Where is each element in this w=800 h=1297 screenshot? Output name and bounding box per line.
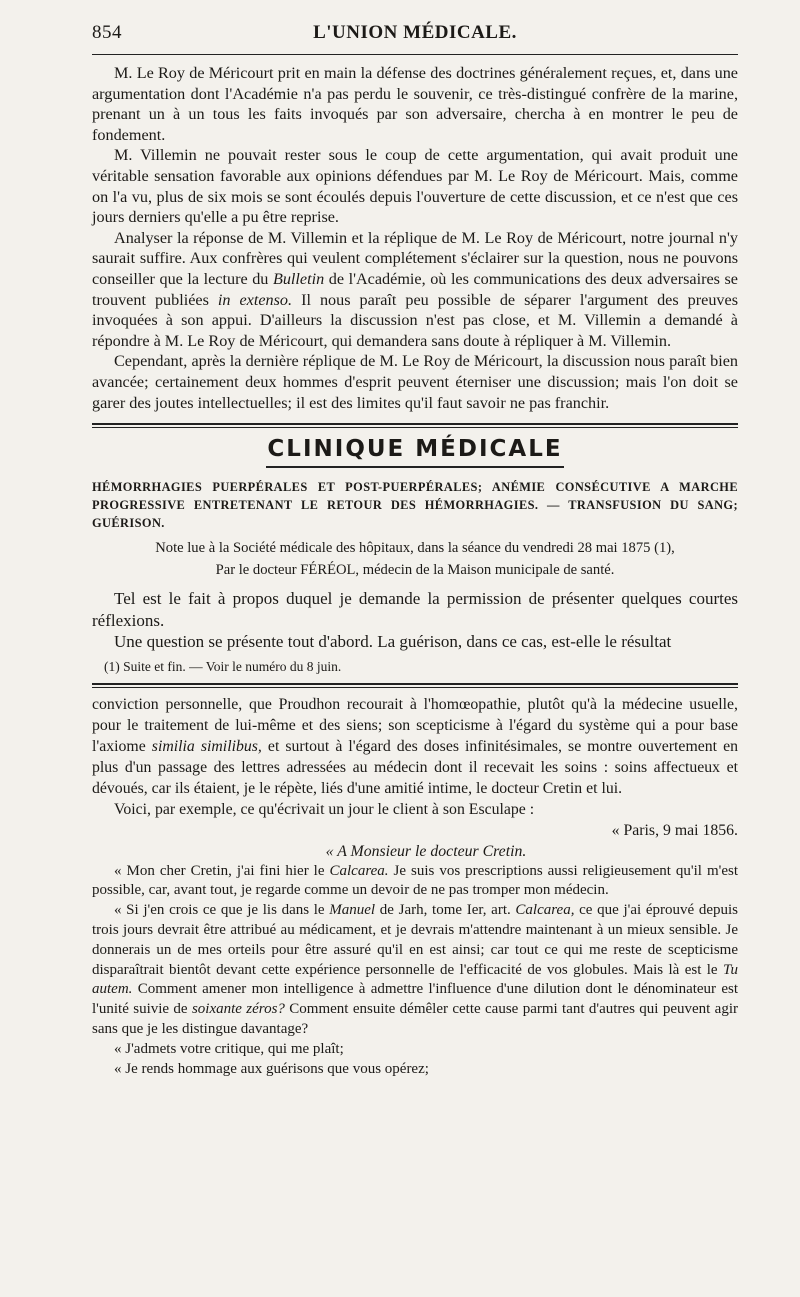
article-intro [92, 588, 738, 653]
presentation-note: Note lue à la Société médicale des hôpitaux, dans la séance du vendredi 28 mai 1875 (1), [155, 540, 675, 557]
letter-salutation: « A Monsieur le docteur Cretin. [325, 842, 527, 860]
paragraph: M. Villemin ne pouvait rester sous le coup de cette argumentation, qui avait produit une véritable sensation favorable aux opinions défendues par M. Le Roy de Méricourt. Mais, comme on l'a vu, plus de six mois se sont écoulés depuis l'ouverture de cette discussion, et ce n'est que ces jours derniers qu'elle a pu être reprise. [92, 146, 738, 227]
page-header [92, 22, 738, 50]
article-heading: HÉMORRHAGIES PUERPÉRALES ET POST-PUERPÉRALES; ANÉMIE CONSÉCUTIVE A MARCHE PROGRESSIVE ENTRETENANT LE RETOUR DES HÉMORRHAGIES. — TRANSFUSION DU SANG; GUÉRISON. [92, 480, 738, 531]
paragraph: conviction personnelle, que Proudhon recourait à l'homœopathie, plutôt qu'à la médecine usuelle, pour le traitement de lui-même et des siens; son scepticisme à l'égard du système qui a pour base l'axiome similia similibus, et surtout à l'égard des doses infinitésimales, se montre ouvertement en plus d'un passage des lettres adressées au médecin dont il recevait les soins : soins affectueux et dévoués, car ils étaient, je le répète, liés d'une amitié intime, le docteur Cretin et lui. [92, 695, 738, 797]
paragraph: M. Le Roy de Méricourt prit en main la défense des doctrines généralement reçues, et, dans une argumentation dont l'Académie n'a pas perdu le souvenir, ce très-distingué confrère de la marine, prenant un à un tous les faits invoqués par son adversaire, chercha à en montrer le peu de fondement. [92, 64, 738, 144]
paragraph: Voici, par exemple, ce qu'écrivait un jour le client à son Esculape : [114, 800, 535, 818]
page-number: 854 [92, 22, 122, 43]
editorial-section [92, 63, 738, 413]
title-rule [266, 466, 563, 468]
paragraph: Une question se présente tout d'abord. La guérison, dans ce cas, est-elle le résultat [114, 632, 672, 652]
paragraph: Cependant, après la dernière réplique de M. Le Roy de Méricourt, la discussion nous paraît bien avancée; certainement deux hommes d'esprit peuvent éterniser une discussion; mais l'on doit se garer des joutes intellectuelles; il est des limites qu'il faut savoir ne pas franchir. [92, 352, 738, 412]
feuilleton-divider [92, 683, 738, 688]
paragraph: Analyser la réponse de M. Villemin et la réplique de M. Le Roy de Méricourt, notre journal n'y saurait suffire. Aux confrères qui veulent complétement s'éclairer sur la question, nous ne pouvons conseiller que la lecture du Bulletin de l'Académie, où les communications des deux adversaires se trouvent publiées in extenso. Il nous paraît peu possible de séparer l'argument des preuves invoquées à son appui. D'ailleurs la discussion n'est pas close, et M. Villemin a demandé à répondre à M. Le Roy de Méricourt, qui demandera sans doute à répliquer à M. Villemin. [92, 228, 738, 350]
section-title: CLINIQUE MÉDICALE [267, 436, 563, 463]
letter-body [92, 862, 738, 1080]
paragraph: « Si j'en crois ce que je lis dans le Manuel de Jarh, tome Ier, art. Calcarea, ce que j'ai éprouvé depuis trois jours devrait être attribué au médicament, et je devrais m'attendre maintenant à un mieux sensible. Je donnerais un de mes orteils pour être assuré qu'il en est ainsi; car tout ce qui me reste de scepticisme disparaîtrait bientôt devant cette expérience personnelle de l'efficacité de vos globules. Mais là est le Tu autem. Comment amener mon intelligence à admettre l'influence d'une dilution dont le dénominateur est l'unité suivie de soixante zéros? Comment ensuite démêler cette cause parmi tant d'autres qui peuvent agir sans que je les distingue davantage? [92, 902, 738, 1037]
feuilleton-section [92, 694, 738, 862]
paragraph: Tel est le fait à propos duquel je demande la permission de présenter quelques courtes réflexions. [92, 589, 738, 630]
paragraph: « Mon cher Cretin, j'ai fini hier le Calcarea. Je suis vos prescriptions aussi religieusement qu'il m'est possible, car, avant tout, je regarde comme un devoir de ne pas tromper mon médecin. [92, 862, 738, 899]
section-divider [92, 423, 738, 428]
paragraph: « Je rends hommage aux guérisons que vous opérez; [114, 1060, 429, 1077]
footnote: (1) Suite et fin. — Voir le numéro du 8 juin. [104, 658, 342, 674]
header-rule [92, 54, 738, 55]
author-line: Par le docteur FÉRÉOL, médecin de la Maison municipale de santé. [215, 562, 615, 579]
letter-date: « Paris, 9 mai 1856. [611, 821, 738, 839]
running-title: L'UNION MÉDICALE. [313, 22, 517, 43]
paragraph: « J'admets votre critique, qui me plaît; [114, 1040, 344, 1057]
